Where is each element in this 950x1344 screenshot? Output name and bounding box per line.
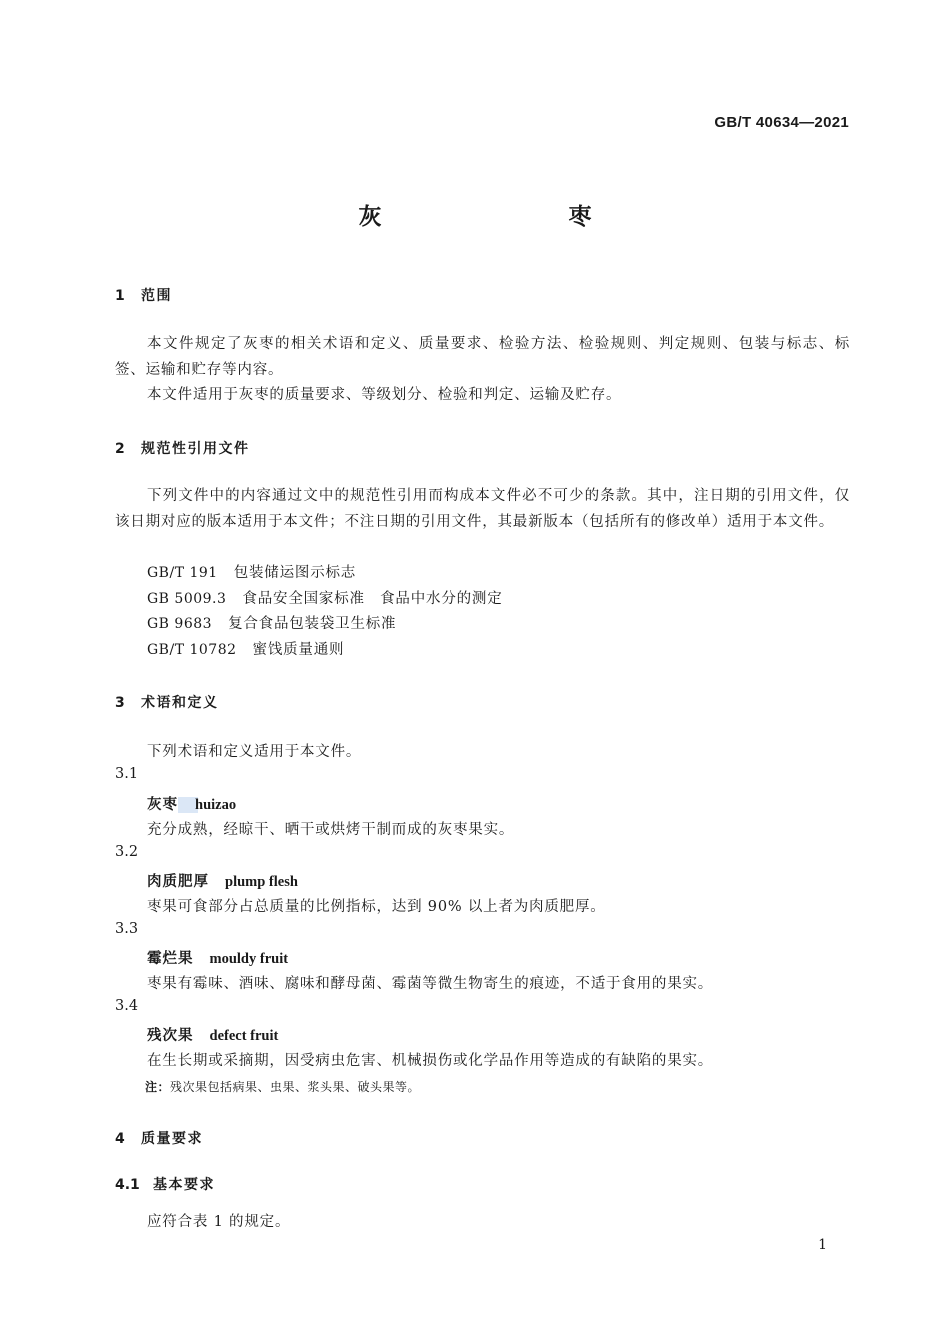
term-number: 3.3 — [115, 921, 139, 937]
section-heading-scope — [115, 285, 172, 305]
term-definition: 枣果有霉味、酒味、腐味和酵母菌、霉菌等微生物寄生的痕迹，不适于食用的果实。 — [147, 976, 714, 992]
document-title: 灰 枣 — [358, 204, 674, 230]
section-number: 1 — [115, 288, 125, 304]
term-heading — [147, 793, 236, 814]
reference-item — [147, 612, 396, 633]
term-chinese: 灰枣 — [147, 797, 178, 813]
reference-title: 包装储运图示标志 — [233, 565, 357, 581]
term-number: 3.2 — [115, 844, 139, 860]
term-definition: 充分成熟，经晾干、晒干或烘烤干制而成的灰枣果实。 — [147, 822, 515, 838]
section-number: 3 — [115, 695, 125, 711]
reference-item — [147, 561, 356, 582]
reference-title: 蜜饯质量通则 — [252, 642, 345, 658]
reference-title: 食品安全国家标准 食品中水分的测定 — [242, 591, 503, 607]
term-english: mouldy fruit — [209, 951, 289, 967]
term-heading — [147, 947, 288, 968]
term-heading — [147, 870, 298, 891]
term-chinese: 残次果 — [147, 1028, 194, 1044]
term-definition: 在生长期或采摘期，因受病虫危害、机械损伤或化学品作用等造成的有缺陷的果实。 — [147, 1053, 714, 1069]
reference-code: GB 5009.3 — [147, 591, 227, 607]
subsection-number: 4.1 — [115, 1177, 140, 1193]
section-number: 4 — [115, 1131, 125, 1147]
term-chinese: 霉烂果 — [147, 951, 194, 967]
note-text: 残次果包括病果、虫果、浆头果、破头果等。 — [170, 1080, 421, 1094]
subsection-heading-basic-requirements — [115, 1174, 215, 1194]
subsection-title: 基本要求 — [153, 1177, 215, 1193]
paragraph: 本文件适用于灰枣的质量要求、等级划分、检验和判定、运输及贮存。 — [147, 387, 622, 403]
section-heading-normative-references — [115, 438, 250, 458]
section-title: 质量要求 — [141, 1131, 203, 1147]
paragraph: 下列文件中的内容通过文中的规范性引用而构成本文件必不可少的条款。其中，注日期的引用文件，仅该日期对应的版本适用于本文件；不注日期的引用文件，其最新版本（包括所有的修改单）适用于本文件。 — [115, 488, 850, 530]
section-title: 范围 — [141, 288, 172, 304]
standard-code: GB/T 40634—2021 — [714, 114, 849, 131]
term-chinese: 肉质肥厚 — [147, 874, 209, 890]
section-title: 规范性引用文件 — [141, 441, 250, 457]
term-definition: 枣果可食部分占总质量的比例指标，达到 90% 以上者为肉质肥厚。 — [147, 899, 606, 915]
reference-item — [147, 587, 503, 608]
section-heading-terms-and-definitions — [115, 692, 219, 712]
paragraph: 本文件规定了灰枣的相关术语和定义、质量要求、检验方法、检验规则、判定规则、包装与标志、标签、运输和贮存等内容。 — [115, 336, 850, 378]
term-english: defect fruit — [209, 1028, 279, 1044]
note — [145, 1078, 420, 1095]
section-number: 2 — [115, 441, 125, 457]
reference-code: GB 9683 — [147, 616, 213, 632]
section-title: 术语和定义 — [141, 695, 219, 711]
note-label: 注： — [145, 1080, 171, 1094]
term-number: 3.1 — [115, 766, 139, 782]
terms-intro: 下列术语和定义适用于本文件。 — [147, 744, 362, 760]
term-english: plump flesh — [225, 874, 298, 890]
page-number: 1 — [818, 1237, 827, 1253]
paragraph: 应符合表 1 的规定。 — [147, 1214, 291, 1230]
section-heading-quality-requirements — [115, 1128, 203, 1148]
reference-code: GB/T 10782 — [147, 642, 237, 658]
term-number: 3.4 — [115, 998, 139, 1014]
reference-item — [147, 638, 344, 659]
term-english: huizao — [195, 797, 237, 813]
reference-title: 复合食品包装袋卫生标准 — [228, 616, 397, 632]
reference-code: GB/T 191 — [147, 565, 218, 581]
term-heading — [147, 1024, 278, 1045]
